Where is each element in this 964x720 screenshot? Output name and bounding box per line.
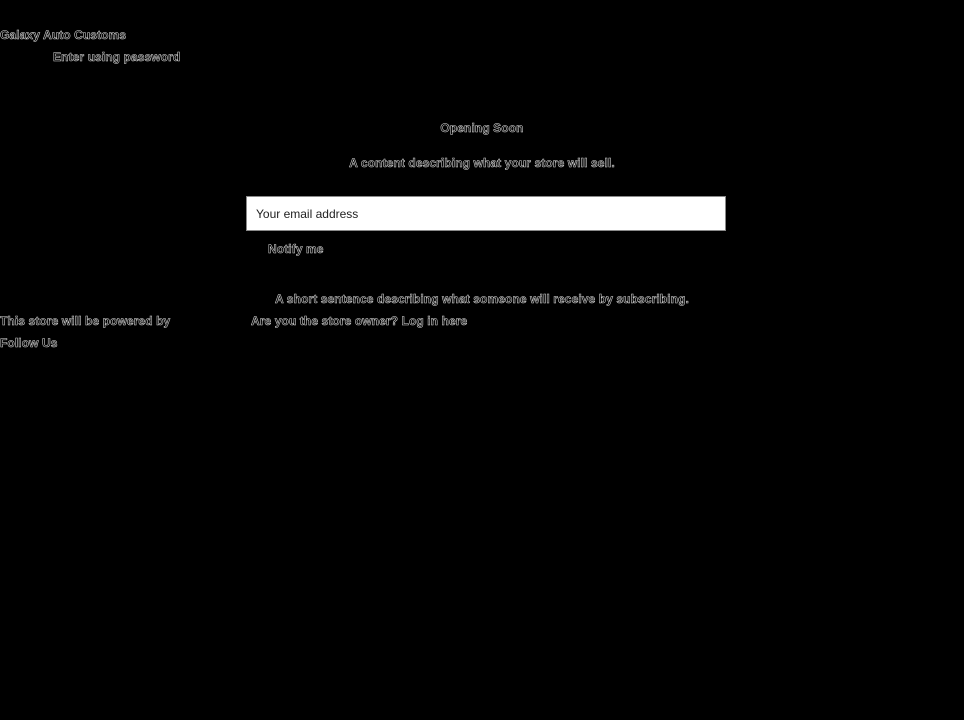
page-title: Opening Soon: [440, 121, 524, 135]
store-description: A content describing what your store will sell.: [349, 156, 615, 170]
store-name: Galaxy Auto Customs: [0, 28, 127, 42]
enter-using-password-link[interactable]: Enter using password: [53, 50, 181, 64]
notify-me-button[interactable]: Notify me: [262, 238, 330, 260]
follow-us-heading: Follow Us: [0, 336, 58, 350]
subscribe-description: A short sentence describing what someone will receive by subscribing.: [275, 292, 689, 306]
powered-by-text: This store will be powered by: [0, 314, 171, 328]
owner-login-link[interactable]: Are you the store owner? Log in here: [251, 314, 468, 328]
email-input[interactable]: [246, 196, 726, 231]
